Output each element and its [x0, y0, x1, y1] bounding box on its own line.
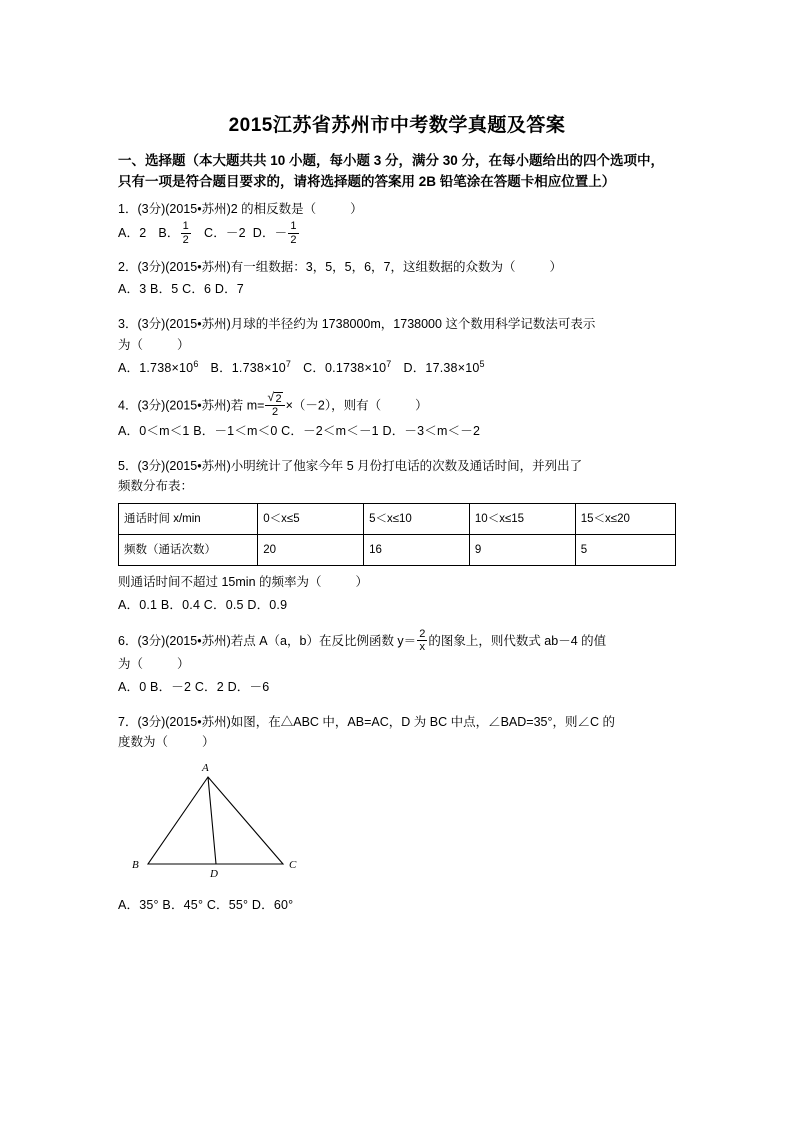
fraction-numerator: 1	[290, 220, 297, 233]
question-3-stem-line-2	[118, 335, 676, 356]
question-1	[118, 199, 676, 247]
fraction-two-over-x	[417, 628, 427, 653]
fraction-numerator	[265, 392, 284, 405]
question-7-stem-text: 度数为（	[118, 735, 169, 750]
table-row	[119, 535, 676, 566]
table-cell-header-3: 10＜x≤15	[469, 504, 575, 535]
table-cell-value-4: 5	[575, 535, 675, 566]
label-c: C	[289, 858, 297, 871]
table-cell-value-2: 16	[364, 535, 470, 566]
question-3	[118, 314, 676, 379]
fraction-numerator: 2	[419, 628, 426, 641]
question-3-option-b-exponent: 7	[285, 359, 292, 370]
table-cell-row-label: 频数（通话次数）	[119, 535, 258, 566]
table-row	[119, 504, 676, 535]
question-3-stem-text: 为（	[118, 337, 144, 352]
question-2-stem-text: 2．(3分)(2015•苏州)有一组数据：3，5，5，6，7，这组数据的众数为（	[118, 259, 516, 274]
question-3-stem-line-1: 3．(3分)(2015•苏州)月球的半径约为 1738000m，1738000 这个数用科学记数法可表示	[118, 316, 596, 331]
table-cell-value-3: 9	[469, 535, 575, 566]
question-2-options: A．3 B．5 C．6 D．7	[118, 282, 244, 297]
question-7-options: A．35° B．45° C．55° D．60°	[118, 897, 294, 912]
fraction-denominator: x	[417, 640, 427, 653]
question-5-stem-line-2: 频数分布表：	[118, 479, 194, 494]
question-5	[118, 456, 676, 616]
question-5-stem-line-3	[118, 572, 676, 593]
fraction-numerator: 1	[182, 220, 189, 233]
question-6-stem-text: 为（	[118, 657, 144, 672]
table-cell-header-4: 15＜x≤20	[575, 504, 675, 535]
triangle-abc-diagram	[128, 759, 348, 884]
median-line-ad	[208, 777, 216, 864]
question-5-after-table-text: 则通话时间不超过 15min 的频率为（	[118, 575, 322, 589]
question-3-options	[118, 357, 676, 379]
page-title: 2015江苏省苏州市中考数学真题及答案	[228, 115, 566, 136]
question-1-option-a: A．2	[118, 226, 147, 241]
question-7-stem-close: ）	[202, 735, 215, 750]
table-cell-value-1: 20	[258, 535, 364, 566]
question-7-stem-line-1: 7．(3分)(2015•苏州)如图，在△ABC 中，AB=AC，D 为 BC 中点，∠BAD=35°，则∠C 的	[118, 714, 615, 729]
fraction-sqrt2-over-2	[265, 392, 284, 418]
question-5-stem-line-1: 5．(3分)(2015•苏州)小明统计了他家今年 5 月份打电话的次数及通话时间，并列出了	[118, 458, 583, 473]
question-1-stem-close: ）	[350, 201, 363, 216]
question-1-stem	[118, 199, 676, 220]
question-6-stem-pre: 6．(3分)(2015•苏州)若点 A（a，b）在反比例函数 y＝	[118, 634, 417, 649]
table-cell-header-label: 通话时间 x/min	[119, 504, 258, 535]
radicand: 2	[275, 392, 282, 405]
label-a: A	[202, 761, 209, 774]
fraction-denominator: 2	[290, 233, 297, 246]
fraction-one-half-b	[181, 220, 191, 245]
question-1-option-d: D．－	[252, 226, 288, 241]
question-6-options: A．0 B．－2 C．2 D．－6	[118, 680, 270, 695]
triangle-figure	[118, 759, 676, 891]
question-6-stem-close: ）	[177, 657, 190, 672]
question-3-option-b: B．1.738×10	[210, 361, 286, 376]
question-3-option-a: A．1.738×10	[118, 361, 194, 376]
question-5-options: A．0.1 B．0.4 C．0.5 D．0.9	[118, 597, 288, 612]
question-7	[118, 712, 676, 916]
table-cell-header-2: 5＜x≤10	[364, 504, 470, 535]
question-3-option-c-exponent: 7	[386, 359, 392, 370]
label-b: B	[132, 858, 139, 871]
question-3-stem-close: ）	[177, 337, 190, 352]
section-heading: 一、选择题（本大题共共 10 小题，每小题 3 分，满分 30 分，在每小题给出的四个选项中，只有一项是符合题目要求的，请将选择题的答案用 2B 铅笔涂在答题卡相应位置上）	[118, 153, 665, 189]
question-2	[118, 257, 676, 300]
fraction-denominator: 2	[265, 405, 284, 418]
question-6-stem-line-1	[118, 629, 676, 654]
question-1-stem-text: 1．(3分)(2015•苏州)2 的相反数是（	[118, 201, 317, 216]
question-2-stem-close: ）	[549, 259, 563, 274]
question-4	[118, 393, 676, 442]
question-5-stem-close: ）	[355, 575, 369, 589]
square-root-icon	[267, 392, 282, 405]
frequency-table	[118, 503, 676, 566]
triangle-outline	[148, 777, 283, 864]
question-6	[118, 629, 676, 697]
question-1-options	[118, 221, 676, 246]
question-3-option-d: D．17.38×10	[403, 361, 480, 376]
table-cell-header-1: 0＜x≤5	[258, 504, 364, 535]
question-2-stem	[118, 257, 676, 278]
question-3-option-d-exponent: 5	[479, 359, 485, 370]
question-4-options: A．0＜m＜1 B．－1＜m＜0 C．－2＜m＜－1 D．－3＜m＜－2	[118, 424, 481, 439]
question-4-stem-close: ）	[415, 398, 428, 413]
question-6-stem-line-2	[118, 654, 676, 675]
question-1-option-c: C．－2	[203, 226, 246, 241]
label-d: D	[210, 867, 218, 880]
question-6-stem-post: 的图象上，则代数式 ab－4 的值	[428, 634, 607, 649]
question-7-stem-line-2	[118, 732, 676, 753]
fraction-denominator: 2	[182, 233, 189, 246]
question-4-stem-post: ×（－2），则有（	[285, 398, 382, 413]
fraction-one-half-d	[288, 220, 298, 245]
question-4-stem	[118, 393, 676, 419]
question-4-stem-pre: 4．(3分)(2015•苏州)若 m=	[118, 398, 265, 413]
question-3-option-a-exponent: 6	[193, 359, 199, 370]
question-3-option-c: C．0.1738×10	[303, 361, 387, 376]
question-1-option-b: B．	[158, 226, 180, 241]
